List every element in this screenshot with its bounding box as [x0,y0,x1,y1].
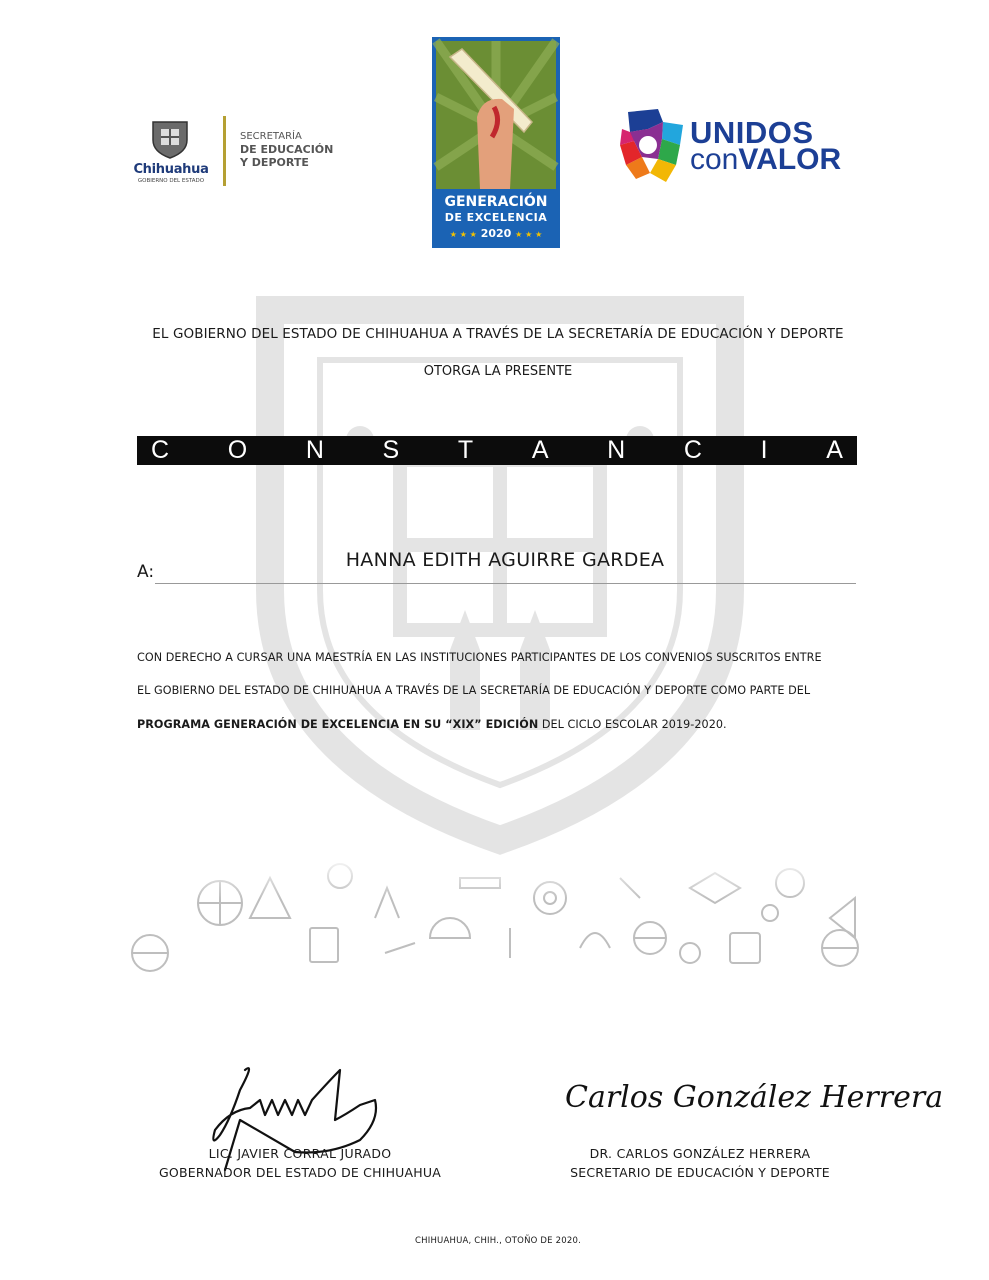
star-icons-right: ★ ★ ★ [515,230,543,239]
chihuahua-crest-icon [151,120,189,160]
program-name: PROGRAMA GENERACIÓN DE EXCELENCIA EN SU “XIX” EDICIÓN [137,718,539,731]
title-letter: T [457,436,474,464]
chihuahua-logo-subtitle: GOBIERNO DEL ESTADO [137,178,205,184]
con-valor-text [690,143,841,177]
title-letter: A [826,436,843,464]
chihuahua-logo-name: Chihuahua [133,162,209,177]
generacion-year-row [432,227,560,240]
body-line-3-rest: DEL CICLO ESCOLAR 2019-2020. [538,718,727,731]
secretaria-line-2: DE EDUCACIÓN [240,143,334,156]
logo-divider [223,116,226,186]
unidos-map-icon [618,107,688,187]
title-letter: C [683,436,702,464]
secretary-role: SECRETARIO DE EDUCACIÓN Y DEPORTE [570,1165,830,1180]
recipient-underline [155,583,856,584]
title-letter: I [760,436,768,464]
title-letter: S [382,436,400,464]
star-icons-left: ★ ★ ★ [449,230,477,239]
recipient-label: A: [137,562,155,582]
unidos-con-valor-logo [618,103,868,193]
title-letter: C [151,436,170,464]
secretary-name: DR. CARLOS GONZÁLEZ HERRERA [589,1146,811,1161]
title-letter: A [531,436,549,464]
grants-line: OTORGA LA PRESENTE [423,364,573,379]
title-letter: O [227,436,248,464]
secretaria-label [240,130,333,169]
title-letter: N [305,436,324,464]
place-and-date: CHIHUAHUA, CHIH., OTOÑO DE 2020. [415,1236,581,1246]
secretary-signature-text: Carlos González Herrera [565,1080,944,1115]
body-line-1: CON DERECHO A CURSAR UNA MAESTRÍA EN LAS INSTITUCIONES PARTICIPANTES DE LOS CONVENIOS SUSCRITOS ENTRE [137,651,822,664]
generacion-title: GENERACIÓN [444,194,548,210]
unidos-text: UNIDOS [690,115,814,150]
body-line-3 [137,718,727,731]
constancia-title-bar [137,436,857,465]
generacion-subtitle: DE EXCELENCIA [444,211,548,224]
secretaria-line-3: Y DEPORTE [240,156,309,169]
recipient-name: HANNA EDITH AGUIRRE GARDEA [345,549,665,571]
title-letter: N [607,436,626,464]
secretary-signature [560,1065,944,1125]
constancia-title [137,436,857,465]
valor-text: VALOR [738,143,842,176]
chihuahua-government-logo [133,114,343,188]
generacion-excelencia-logo [432,37,560,248]
school-supplies-pattern [130,858,866,976]
governor-name: LIC. JAVIER CORRAL JURADO [208,1146,392,1161]
issuer-line: EL GOBIERNO DEL ESTADO DE CHIHUAHUA A TRAVÉS DE LA SECRETARÍA DE EDUCACIÓN Y DEPORTE [152,326,844,342]
con-text: con [690,143,739,176]
generacion-year: 2020 [480,227,512,240]
secretaria-line-1: SECRETARÍA [240,131,302,142]
governor-role: GOBERNADOR DEL ESTADO DE CHIHUAHUA [159,1165,441,1180]
body-line-2: EL GOBIERNO DEL ESTADO DE CHIHUAHUA A TRAVÉS DE LA SECRETARÍA DE EDUCACIÓN Y DEPORTE COMO PARTE DEL [137,684,811,697]
